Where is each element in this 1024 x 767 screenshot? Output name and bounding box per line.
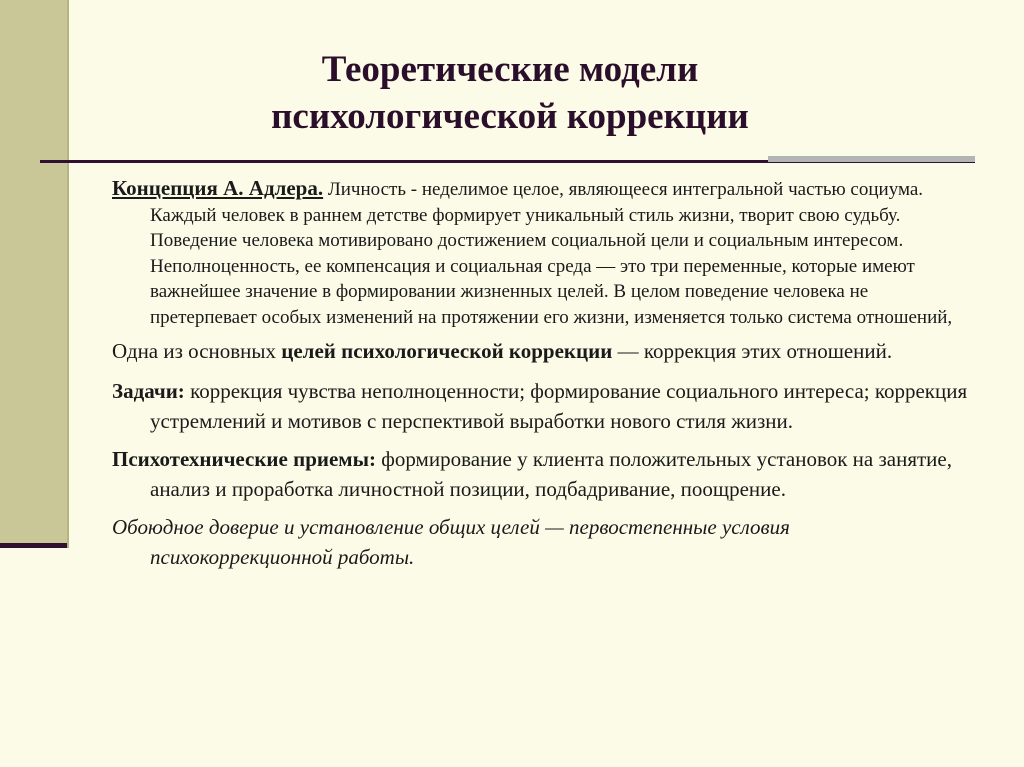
techniques-label: Психотехнические приемы:: [112, 447, 376, 471]
tasks-text: коррекция чувства неполноценности; формирование социального интереса; коррекция устремлений и мотивов с перспективой выработки нового стиля жизни.: [150, 379, 968, 433]
goal-text-bold: целей психологической коррекции: [281, 339, 613, 363]
title-line-2: психологической коррекции: [271, 96, 749, 137]
paragraph-techniques: [112, 444, 972, 504]
title-divider-accent: [768, 156, 975, 162]
slide-body: [112, 176, 972, 572]
left-accent-bar: [0, 0, 69, 548]
slide-title: [140, 46, 880, 140]
paragraph-conclusion: Обоюдное доверие и установление общих целей — первостепенные условия психокоррекционной работы.: [112, 515, 790, 569]
paragraph-adler-concept: [112, 176, 972, 330]
tasks-label: Задачи:: [112, 379, 185, 403]
left-accent-bar-foot: [0, 543, 67, 548]
title-line-1: Теоретические модели: [321, 49, 699, 90]
goal-text-post: — коррекция этих отношений.: [612, 339, 893, 363]
paragraph-correction-goal: [112, 336, 972, 366]
techniques-text: формирование у клиента положительных установок на занятие, анализ и проработка личностной позиции, подбадривание, поощрение.: [150, 447, 952, 501]
paragraph-tasks: [112, 376, 972, 436]
adler-concept-text: Личность - неделимое целое, являющееся интегральной частью социума. Каждый человек в раннем детстве формирует уникальный стиль жизни, творит свою судьбу. Поведение человека мотивировано достижением социальной цели и социальным интересом. Неполноценность, ее компенсация и социальная среда — это три переменные, которые имеют важнейшее значение в формировании жизненных целей. В целом поведение человека не претерпевает особых изменений на протяжении его жизни, изменяется только система отношений,: [150, 179, 953, 328]
adler-concept-heading: Концепция А. Адлера.: [112, 176, 324, 200]
goal-text-pre: Одна из основных: [112, 339, 282, 363]
